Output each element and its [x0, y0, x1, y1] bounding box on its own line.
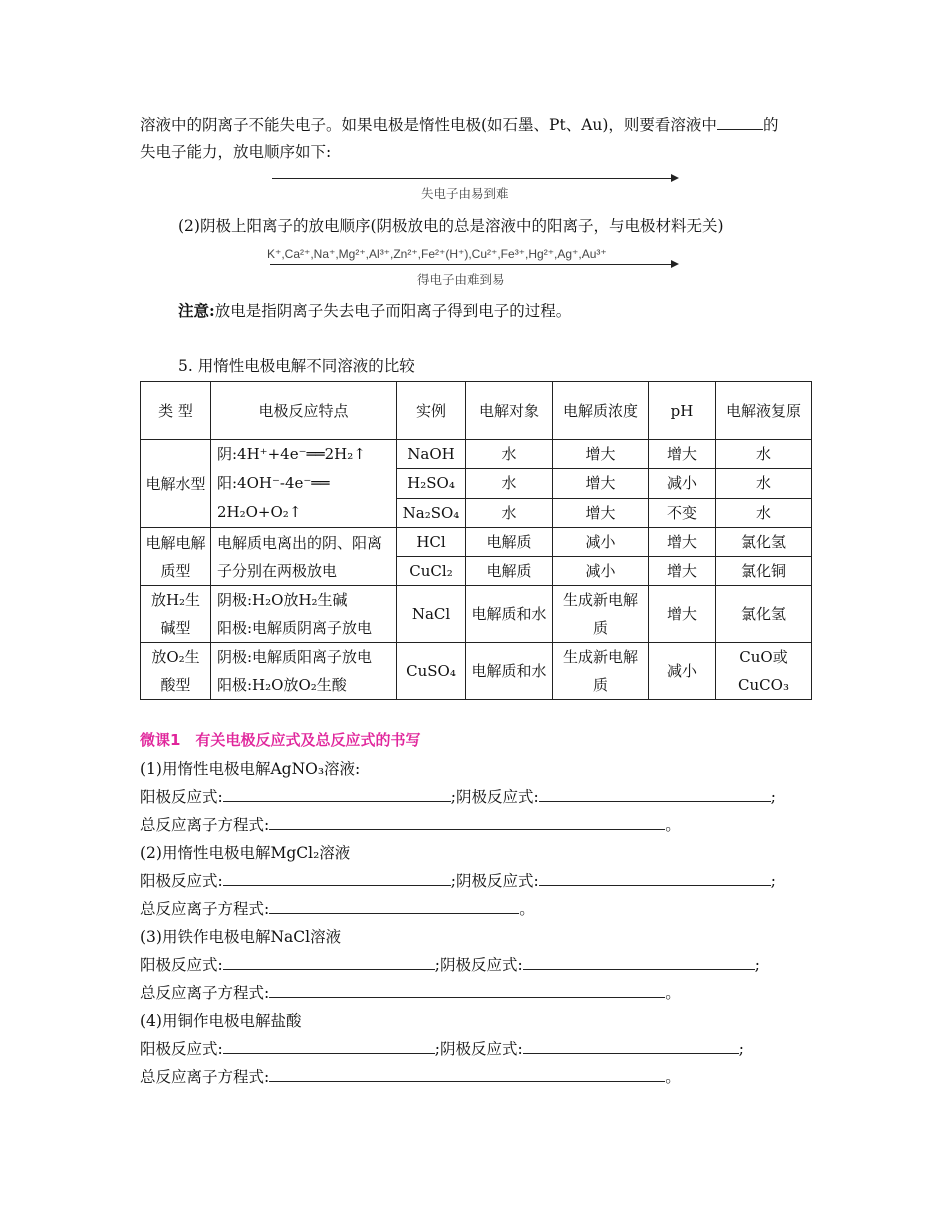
anode-answer-blank[interactable] — [223, 870, 451, 886]
q2-electrode-line — [140, 869, 776, 891]
ph-cell: 增大 — [649, 440, 716, 469]
feature-cell — [211, 440, 397, 528]
cathode-heading: (2)阴极上阳离子的放电顺序(阴极放电的总是溶液中的阳离子，与电极材料无关) — [178, 217, 724, 235]
total-label: 总反应离子方程式: — [140, 984, 270, 1002]
header-feature: 电极反应特点 — [211, 382, 397, 440]
type-cell: 放O₂生酸型 — [141, 643, 211, 700]
total-answer-blank[interactable] — [269, 814, 665, 830]
restore-cell: 氯化氢 — [716, 528, 812, 557]
object-cell: 水 — [466, 469, 553, 498]
restore-cell: 水 — [716, 469, 812, 498]
object-cell: 水 — [466, 498, 553, 527]
question-1: (1)用惰性电极电解AgNO₃溶液: — [140, 760, 361, 778]
ph-cell: 不变 — [649, 498, 716, 527]
cathode-label: ;阴极反应式: — [434, 956, 523, 974]
anode-label: 阳极反应式: — [140, 956, 223, 974]
feature-line: 2H₂O+O₂↑ — [217, 503, 302, 521]
total-label: 总反应离子方程式: — [140, 1068, 270, 1086]
anode-answer-blank[interactable] — [223, 786, 451, 802]
feature-line: 阳极:H₂O放O₂生酸 — [217, 676, 347, 694]
cathode-label: ;阴极反应式: — [434, 1040, 523, 1058]
table-row — [141, 528, 812, 557]
restore-cell: 氯化氢 — [716, 586, 812, 643]
semicolon: ; — [770, 872, 776, 890]
object-cell: 电解质和水 — [466, 586, 553, 643]
cathode-answer-blank[interactable] — [539, 870, 771, 886]
header-ph: pH — [649, 382, 716, 440]
anode-answer-blank[interactable] — [223, 954, 435, 970]
total-answer-blank[interactable] — [269, 982, 665, 998]
example-cell: H₂SO₄ — [397, 469, 466, 498]
feature-cell — [211, 586, 397, 643]
semicolon: ; — [770, 788, 776, 806]
q3-total-line — [140, 981, 681, 1003]
section-title: 5. 用惰性电极电解不同溶液的比较 — [178, 357, 415, 375]
feature-line: 阴:4H⁺+4e⁻══2H₂↑ — [217, 445, 366, 463]
note-text: 放电是指阴离子失去电子而阳离子得到电子的过程。 — [214, 302, 572, 320]
concentration-cell: 增大 — [553, 498, 649, 527]
table-row — [141, 440, 812, 469]
object-cell: 电解质 — [466, 528, 553, 557]
restore-cell: 水 — [716, 440, 812, 469]
anion-order-arrow — [272, 178, 672, 179]
example-cell: CuCl₂ — [397, 557, 466, 586]
question-2: (2)用惰性电极电解MgCl₂溶液 — [140, 844, 351, 862]
total-answer-blank[interactable] — [269, 1066, 665, 1082]
question-4: (4)用铜作电极电解盐酸 — [140, 1012, 302, 1030]
feature-line: 阴极:电解质阳离子放电 — [217, 648, 373, 666]
q1-total-line — [140, 813, 681, 835]
anode-label: 阳极反应式: — [140, 1040, 223, 1058]
ph-cell: 增大 — [649, 586, 716, 643]
restore-cell: CuO或CuCO₃ — [716, 643, 812, 700]
intro-line-2: 失电子能力，放电顺序如下: — [140, 143, 332, 161]
example-cell: HCl — [397, 528, 466, 557]
header-object: 电解对象 — [466, 382, 553, 440]
cation-order-arrow — [270, 264, 672, 265]
note-line — [178, 299, 571, 321]
concentration-cell: 生成新电解质 — [553, 586, 649, 643]
type-cell: 电解水型 — [141, 440, 211, 528]
header-type: 类 型 — [141, 382, 211, 440]
anode-answer-blank[interactable] — [223, 1038, 435, 1054]
example-cell: CuSO₄ — [397, 643, 466, 700]
feature-line: 阴极:H₂O放H₂生碱 — [217, 591, 348, 609]
header-example: 实例 — [397, 382, 466, 440]
total-answer-blank[interactable] — [269, 898, 519, 914]
example-cell: NaCl — [397, 586, 466, 643]
concentration-cell: 减小 — [553, 528, 649, 557]
example-cell: Na₂SO₄ — [397, 498, 466, 527]
type-cell: 放H₂生碱型 — [141, 586, 211, 643]
total-label: 总反应离子方程式: — [140, 900, 270, 918]
concentration-cell: 增大 — [553, 469, 649, 498]
header-concentration: 电解质浓度 — [553, 382, 649, 440]
table-header-row — [141, 382, 812, 440]
object-cell: 水 — [466, 440, 553, 469]
restore-cell: 水 — [716, 498, 812, 527]
q1-electrode-line — [140, 785, 776, 807]
total-label: 总反应离子方程式: — [140, 816, 270, 834]
semicolon: ; — [754, 956, 760, 974]
q4-electrode-line — [140, 1037, 744, 1059]
feature-cell: 电解质电离出的阴、阳离子分别在两极放电 — [211, 528, 397, 586]
intro-text: 溶液中的阴离子不能失电子。如果电极是惰性电极(如石墨、Pt、Au)，则要看溶液中 — [140, 116, 717, 134]
ph-cell: 增大 — [649, 557, 716, 586]
ph-cell: 减小 — [649, 469, 716, 498]
ph-cell: 减小 — [649, 643, 716, 700]
object-cell: 电解质和水 — [466, 643, 553, 700]
intro-text-end: 的 — [762, 116, 779, 134]
period: 。 — [665, 984, 681, 1002]
header-restore: 电解液复原 — [716, 382, 812, 440]
anode-label: 阳极反应式: — [140, 788, 223, 806]
concentration-cell: 生成新电解质 — [553, 643, 649, 700]
intro-line-1 — [140, 113, 778, 135]
semicolon: ; — [738, 1040, 744, 1058]
cathode-label: ;阴极反应式: — [450, 872, 539, 890]
anion-arrow-label: 失电子由易到难 — [421, 187, 509, 201]
concentration-cell: 增大 — [553, 440, 649, 469]
cathode-answer-blank[interactable] — [523, 1038, 739, 1054]
type-cell: 电解电解质型 — [141, 528, 211, 586]
cathode-label: ;阴极反应式: — [450, 788, 539, 806]
concentration-cell: 减小 — [553, 557, 649, 586]
example-cell: NaOH — [397, 440, 466, 469]
cation-arrow-label: 得电子由难到易 — [417, 273, 505, 287]
micro-lesson-title: 微课1 有关电极反应式及总反应式的书写 — [140, 731, 421, 749]
period: 。 — [519, 900, 535, 918]
cathode-answer-blank[interactable] — [539, 786, 771, 802]
period: 。 — [665, 816, 681, 834]
object-cell: 电解质 — [466, 557, 553, 586]
q4-total-line — [140, 1065, 681, 1087]
feature-line: 阳极:电解质阴离子放电 — [217, 619, 373, 637]
note-label: 注意: — [178, 301, 215, 320]
anode-label: 阳极反应式: — [140, 872, 223, 890]
electrolysis-comparison-table — [140, 381, 812, 700]
table-row — [141, 586, 812, 643]
cation-order-list: K⁺,Ca²⁺,Na⁺,Mg²⁺,Al³⁺,Zn²⁺,Fe²⁺(H⁺),Cu²⁺,Fe³⁺,Hg²⁺,Ag⁺,Au³⁺ — [267, 247, 607, 261]
period: 。 — [665, 1068, 681, 1086]
q2-total-line — [140, 897, 535, 919]
ph-cell: 增大 — [649, 528, 716, 557]
cathode-answer-blank[interactable] — [523, 954, 755, 970]
feature-cell — [211, 643, 397, 700]
q3-electrode-line — [140, 953, 760, 975]
question-3: (3)用铁作电极电解NaCl溶液 — [140, 928, 342, 946]
fill-blank[interactable] — [717, 114, 763, 130]
restore-cell: 氯化铜 — [716, 557, 812, 586]
feature-line: 阳:4OH⁻-4e⁻══ — [217, 474, 330, 492]
table-row — [141, 643, 812, 700]
